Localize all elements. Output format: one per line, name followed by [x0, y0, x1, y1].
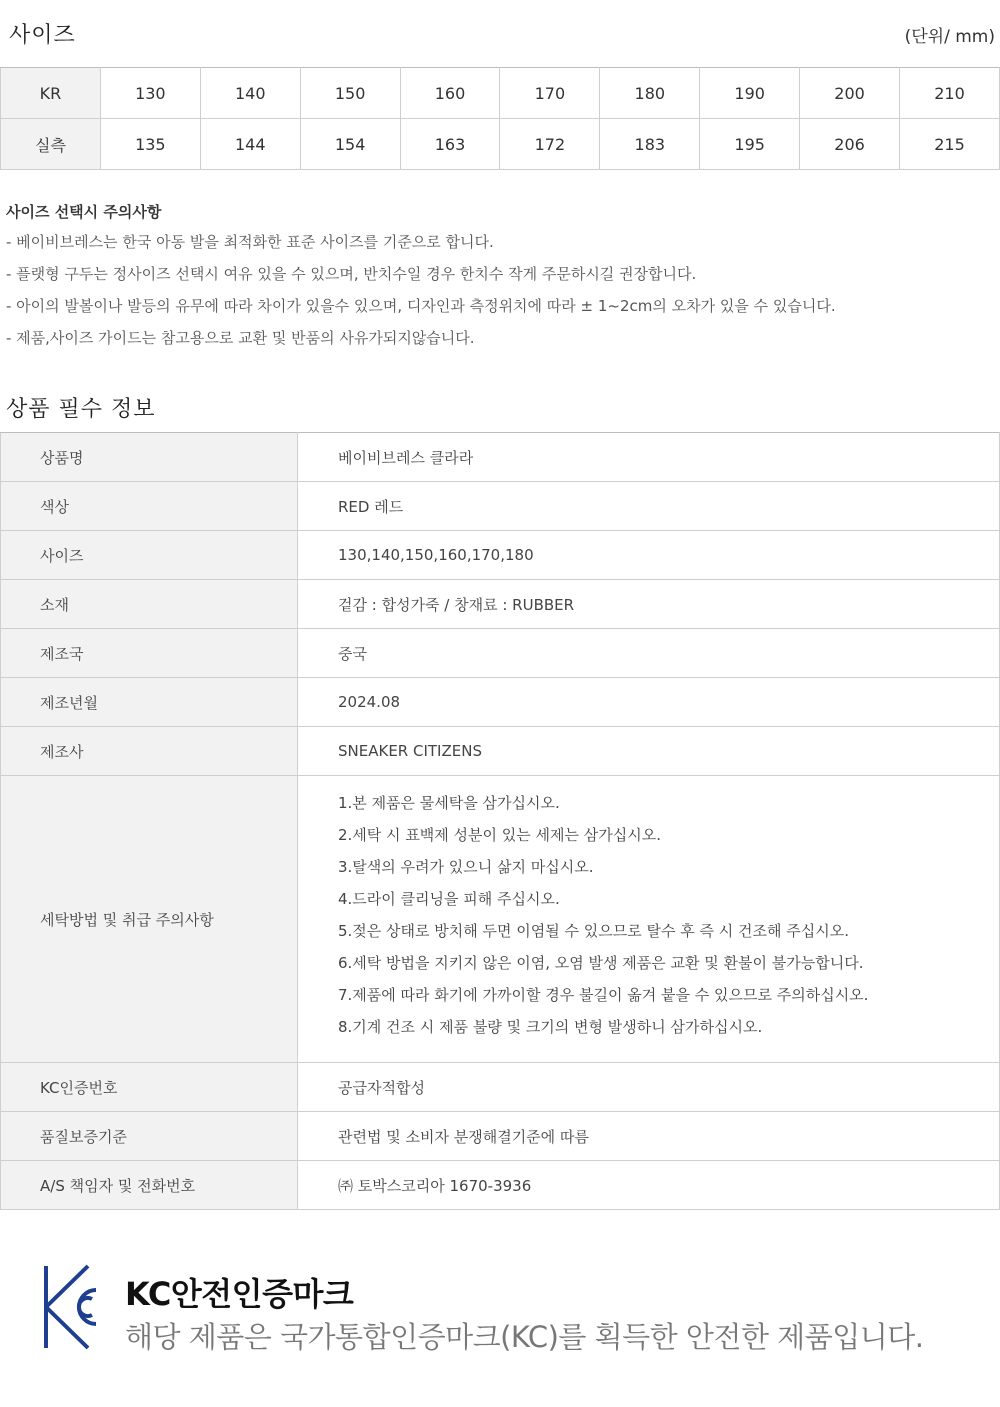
notice-line: - 제품,사이즈 가이드는 참고용으로 교환 및 반품의 사유가되지않습니다.	[6, 329, 475, 347]
kc-certification	[42, 1263, 992, 1353]
notice-line: - 베이비브레스는 한국 아동 발을 최적화한 표준 사이즈를 기준으로 합니다.	[6, 233, 494, 251]
info-value: 베이비브레스 클라라	[298, 433, 1000, 482]
info-value: 2024.08	[298, 678, 1000, 727]
notice-title: 사이즈 선택시 주의사항	[6, 203, 162, 221]
care-item: 5.젖은 상태로 방치해 두면 이염될 수 있으므로 탈수 후 즉 시 건조해 주십시오.	[338, 922, 849, 940]
size-table	[0, 67, 1000, 170]
care-item: 3.탈색의 우려가 있으니 삶지 마십시오.	[338, 858, 594, 876]
info-row	[1, 580, 1000, 629]
info-row	[1, 727, 1000, 776]
info-label: 제조년월	[1, 678, 298, 727]
size-cell: 144	[200, 119, 300, 170]
info-value: 130,140,150,160,170,180	[298, 531, 1000, 580]
size-cell: 180	[600, 68, 700, 119]
size-cell: 183	[600, 119, 700, 170]
info-row	[1, 433, 1000, 482]
size-header	[0, 18, 1000, 52]
info-label: 소재	[1, 580, 298, 629]
info-label: 세탁방법 및 취급 주의사항	[1, 776, 298, 1063]
size-cell: 215	[900, 119, 1000, 170]
info-value: 중국	[298, 629, 1000, 678]
size-cell: 200	[800, 68, 900, 119]
size-row-measured	[1, 119, 1000, 170]
care-list	[338, 789, 999, 1049]
kc-heading: KC안전인증마크	[125, 1275, 354, 1313]
info-value: ㈜ 토박스코리아 1670-3936	[298, 1161, 1000, 1210]
info-row	[1, 678, 1000, 727]
info-label: KC인증번호	[1, 1063, 298, 1112]
size-cell: 150	[300, 68, 400, 119]
info-row	[1, 1063, 1000, 1112]
size-cell: 163	[400, 119, 500, 170]
notice-line: - 아이의 발볼이나 발등의 유무에 따라 차이가 있을수 있으며, 디자인과 측정위치에 따라 ± 1~2cm의 오차가 있을 수 있습니다.	[6, 297, 836, 315]
size-cell: 160	[400, 68, 500, 119]
product-info-title: 상품 필수 정보	[6, 397, 156, 422]
size-row-label: KR	[1, 68, 101, 119]
kc-description: 해당 제품은 국가통합인증마크(KC)를 획득한 안전한 제품입니다.	[125, 1320, 924, 1354]
info-label: 제조국	[1, 629, 298, 678]
product-info-table	[0, 432, 1000, 1210]
size-cell: 172	[500, 119, 600, 170]
size-notice	[6, 201, 996, 359]
info-value: 관련법 및 소비자 분쟁해결기준에 따름	[298, 1112, 1000, 1161]
info-label: 사이즈	[1, 531, 298, 580]
care-item: 2.세탁 시 표백제 성분이 있는 세제는 삼가십시오.	[338, 826, 661, 844]
size-cell: 130	[100, 68, 200, 119]
care-item: 8.기계 건조 시 제품 불량 및 크기의 변형 발생하니 삼가하십시오.	[338, 1018, 763, 1036]
notice-line: - 플랫형 구두는 정사이즈 선택시 여유 있을 수 있으며, 반치수일 경우 한치수 작게 주문하시길 권장합니다.	[6, 265, 697, 283]
size-cell: 170	[500, 68, 600, 119]
info-row	[1, 531, 1000, 580]
info-label: 제조사	[1, 727, 298, 776]
size-cell: 210	[900, 68, 1000, 119]
info-value: SNEAKER CITIZENS	[298, 727, 1000, 776]
size-cell: 195	[700, 119, 800, 170]
size-unit: (단위/ mm)	[904, 27, 995, 47]
info-row	[1, 629, 1000, 678]
size-cell: 206	[800, 119, 900, 170]
info-value: RED 레드	[298, 482, 1000, 531]
size-cell: 140	[200, 68, 300, 119]
info-row-care	[1, 776, 1000, 1063]
info-value: 공급자적합성	[298, 1063, 1000, 1112]
info-row	[1, 482, 1000, 531]
care-item: 4.드라이 클리닝을 피해 주십시오.	[338, 890, 560, 908]
care-instructions	[298, 776, 1000, 1063]
info-row	[1, 1161, 1000, 1210]
info-label: 상품명	[1, 433, 298, 482]
size-cell: 154	[300, 119, 400, 170]
size-cell: 190	[700, 68, 800, 119]
info-label: A/S 책임자 및 전화번호	[1, 1161, 298, 1210]
info-row	[1, 1112, 1000, 1161]
size-row-label: 실측	[1, 119, 101, 170]
size-title: 사이즈	[9, 23, 76, 48]
info-value: 겉감 : 합성가죽 / 창재료 : RUBBER	[298, 580, 1000, 629]
size-row-kr	[1, 68, 1000, 119]
care-item: 7.제품에 따라 화기에 가까이할 경우 불길이 옮겨 붙을 수 있으므로 주의하십시오.	[338, 986, 869, 1004]
care-item: 6.세탁 방법을 지키지 않은 이염, 오염 발생 제품은 교환 및 환불이 불가능합니다.	[338, 954, 864, 972]
size-cell: 135	[100, 119, 200, 170]
info-label: 품질보증기준	[1, 1112, 298, 1161]
kc-certification-mark-icon	[42, 1263, 100, 1351]
care-item: 1.본 제품은 물세탁을 삼가십시오.	[338, 794, 560, 812]
info-label: 색상	[1, 482, 298, 531]
